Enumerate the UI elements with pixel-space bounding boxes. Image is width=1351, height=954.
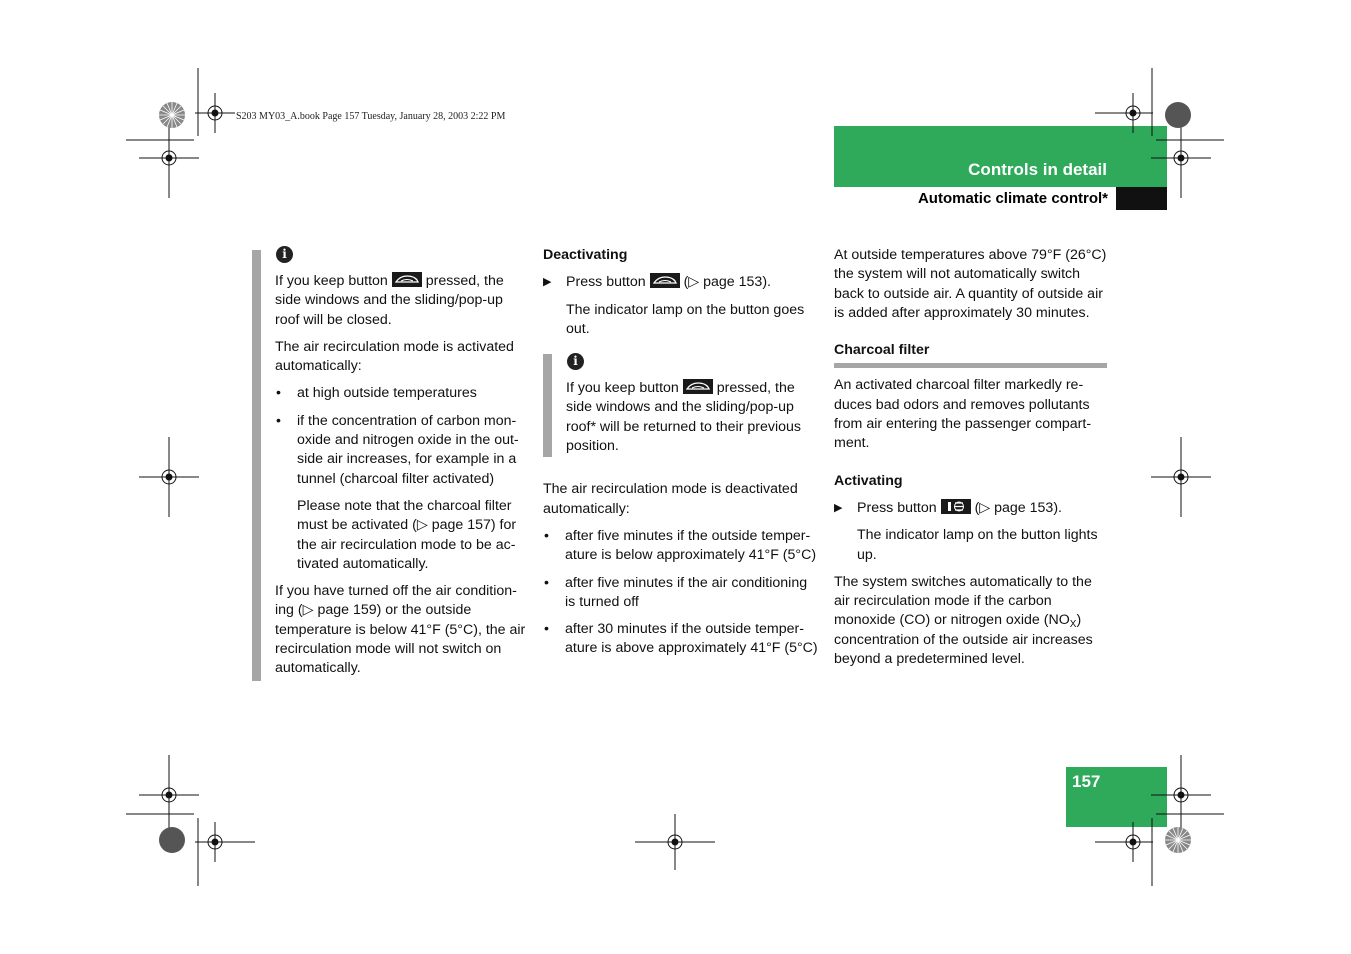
paragraph-text-pre: The system switches automatically to the air recirculation mode if the carbon monoxide (CO) or nitrogen oxide (NO	[834, 573, 1092, 629]
charcoal-filter-button-icon	[941, 499, 971, 514]
activation-conditions-list	[275, 384, 530, 488]
info-box-middle	[543, 353, 818, 456]
chapter-tab	[1116, 187, 1167, 210]
info-icon: i	[276, 246, 293, 263]
step-arrow-icon: ▶	[834, 501, 843, 514]
charcoal-filter-note: Please note that the charcoal filter must be activated (▷ page 157) for the air recirculation mode to be ac-tivated automatically.	[297, 497, 517, 572]
page-number: 157	[1072, 772, 1101, 791]
paragraph-auto-activated: The air recirculation mode is activated automatically:	[275, 338, 514, 375]
paragraph-ac-off: If you have turned off the air condition-ing (▷ page 159) or the outside temperature is below 41°F (5°C), the air recirculation mode will not switch on automatically.	[275, 583, 526, 677]
info-bar-left	[252, 250, 261, 681]
paragraph-auto-deactivated: The air recirculation mode is deactivated automatically:	[543, 481, 798, 517]
list-item: • at high outside temperatures	[275, 384, 530, 403]
recirculation-button-icon	[650, 273, 680, 288]
info-paragraph	[275, 272, 530, 330]
heading-charcoal-filter: Charcoal filter	[834, 341, 1107, 368]
paragraph-text-post: ) concentration of the outside air increases beyond a predetermined level.	[834, 612, 1093, 668]
step-text-post: (▷ page 153).	[974, 499, 1062, 516]
paragraph-auto-switch	[834, 573, 1107, 669]
step-press-button	[834, 499, 1107, 518]
list-item: • after five minutes if the outside temper-ature is below approximately 41°F (5°C)	[543, 527, 818, 566]
step-text-pre: Press button	[566, 274, 646, 291]
step-press-button	[543, 273, 818, 292]
step-result: The indicator lamp on the button goes out.	[566, 301, 805, 337]
info-text-post: pressed, the side windows and the sliding/pop-up roof will be closed.	[275, 273, 504, 328]
step-arrow-icon: ▶	[543, 276, 552, 289]
list-item: • after five minutes if the air conditioning is turned off	[543, 574, 818, 613]
paragraph-high-temp: At outside temperatures above 79°F (26°C) the system will not automatically switch back to outside air. A quantity of outside air is added after approximately 30 minutes.	[834, 247, 1107, 321]
info-text-pre: If you keep button	[275, 273, 388, 289]
column-3	[834, 246, 1107, 677]
recirculation-button-icon	[392, 272, 422, 287]
step-text-pre: Press button	[857, 499, 937, 516]
info-icon: i	[567, 353, 584, 370]
paragraph-charcoal-filter: An activated charcoal filter markedly re-duces bad odors and removes pollutants from air entering the passenger compart-ment.	[834, 377, 1092, 452]
info-text-post: pressed, the side windows and the sliding/pop-up roof* will be returned to their previous position.	[566, 380, 802, 455]
deactivation-conditions-list	[543, 527, 818, 659]
print-production-line: S203 MY03_A.book Page 157 Tuesday, January 28, 2003 2:22 PM	[236, 111, 506, 122]
subscript-x: X	[1069, 619, 1077, 631]
heading-activating: Activating	[834, 472, 903, 489]
subsection-title: Automatic climate control*	[917, 190, 1108, 207]
list-item: • if the concentration of carbon mon-oxide and nitrogen oxide in the out-side air increases, for example in a tunnel (charcoal filter activated)	[275, 412, 530, 489]
section-title: Controls in detail	[968, 160, 1107, 179]
step-result: The indicator lamp on the button lights up.	[857, 527, 1098, 563]
heading-deactivating: Deactivating	[543, 247, 628, 263]
info-text-pre: If you keep button	[566, 380, 679, 397]
info-paragraph	[566, 379, 818, 456]
list-item: • after 30 minutes if the outside temper-ature is above approximately 41°F (5°C)	[543, 620, 818, 659]
step-text-post: (▷ page 153).	[683, 274, 771, 291]
recirculation-button-icon	[683, 379, 713, 394]
column-2	[543, 246, 818, 667]
column-1	[275, 246, 530, 687]
